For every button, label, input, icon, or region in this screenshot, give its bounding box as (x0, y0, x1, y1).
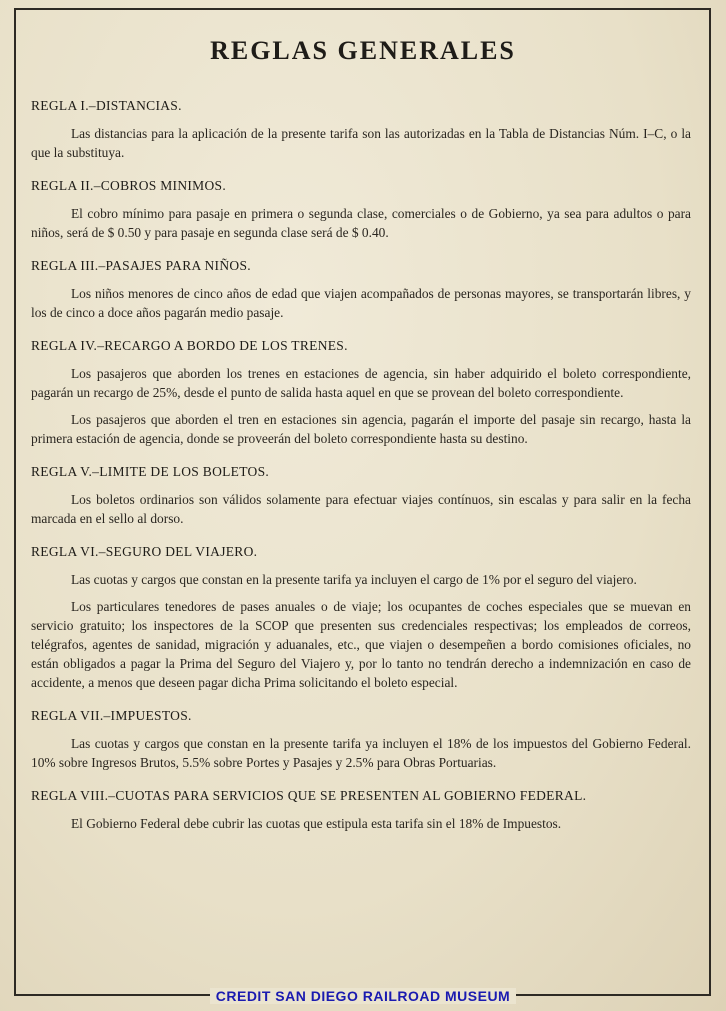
rule-7 (31, 708, 691, 772)
rule-paragraph: Los niños menores de cinco años de edad que viajen acompañados de personas mayores, se transportarán libres, y los de cinco a doce años pagarán medio pasaje. (31, 286, 691, 320)
rule-heading: REGLA VI.–SEGURO DEL VIAJERO. (31, 544, 258, 559)
rule-8 (31, 788, 691, 833)
rule-4 (31, 338, 691, 448)
rule-heading: REGLA IV.–RECARGO A BORDO DE LOS TRENES. (31, 338, 348, 353)
rule-paragraph: Los pasajeros que aborden los trenes en estaciones de agencia, sin haber adquirido el boleto correspondiente, pagarán un recargo de 25%, desde el punto de salida hasta aquel en que se provean del boleto correspondiente. (31, 366, 691, 400)
rule-heading: REGLA VII.–IMPUESTOS. (31, 708, 192, 723)
page-title: REGLAS GENERALES (210, 36, 516, 65)
rule-heading: REGLA VIII.–CUOTAS PARA SERVICIOS QUE SE PRESENTEN AL GOBIERNO FEDERAL. (31, 788, 587, 803)
credit-text: CREDIT SAN DIEGO RAILROAD MUSEUM (210, 988, 516, 1004)
credit-line (0, 988, 726, 1004)
rule-paragraph: Las cuotas y cargos que constan en la presente tarifa ya incluyen el 18% de los impuestos del Gobierno Federal. 10% sobre Ingresos Brutos, 5.5% sobre Portes y Pasajes y 2.5% para Obras Portuarias. (31, 736, 691, 770)
rule-1 (31, 98, 691, 162)
rule-heading: REGLA I.–DISTANCIAS. (31, 98, 182, 113)
rule-5 (31, 464, 691, 528)
rule-paragraph: Las cuotas y cargos que constan en la presente tarifa ya incluyen el cargo de 1% por el seguro del viajero. (71, 572, 637, 587)
rule-3 (31, 258, 691, 322)
rule-paragraph: El cobro mínimo para pasaje en primera o segunda clase, comerciales o de Gobierno, ya sea para adultos o para niños, será de $ 0.50 y para pasaje en segunda clase será de $ 0.40. (31, 206, 691, 240)
rule-2 (31, 178, 691, 242)
rule-paragraph: Los particulares tenedores de pases anuales o de viaje; los ocupantes de coches especiales que se muevan en servicio gratuito; los inspectores de la SCOP que presenten sus credenciales respectivas; los empleados de correos, telégrafos, agentes de sanidad, migración y aduanales, etc., que viajen o desempeñen a bordo comisiones oficiales, no están obligados a pagar la Prima del Seguro del Viajero y, por lo tanto no tendrán derecho a indemnización en caso de accidente, a menos que deseen pagar dicha Prima solicitando el boleto especial. (31, 599, 691, 690)
rule-heading: REGLA III.–PASAJES PARA NIÑOS. (31, 258, 251, 273)
rule-heading: REGLA II.–COBROS MINIMOS. (31, 178, 227, 193)
rule-6 (31, 544, 691, 692)
rules-content (31, 98, 691, 849)
rule-paragraph: El Gobierno Federal debe cubrir las cuotas que estipula esta tarifa sin el 18% de Impuestos. (71, 816, 562, 831)
rule-heading: REGLA V.–LIMITE DE LOS BOLETOS. (31, 464, 270, 479)
rule-paragraph: Las distancias para la aplicación de la presente tarifa son las autorizadas en la Tabla de Distancias Núm. I–C, o la que la substituya. (31, 126, 691, 160)
rule-paragraph: Los pasajeros que aborden el tren en estaciones sin agencia, pagarán el importe del pasaje sin recargo, hasta la primera estación de agencia, donde se proveerán del boleto correspondiente hasta su destino. (31, 412, 691, 446)
rule-paragraph: Los boletos ordinarios son válidos solamente para efectuar viajes contínuos, sin escalas y para salir en la fecha marcada en el sello al dorso. (31, 492, 691, 526)
